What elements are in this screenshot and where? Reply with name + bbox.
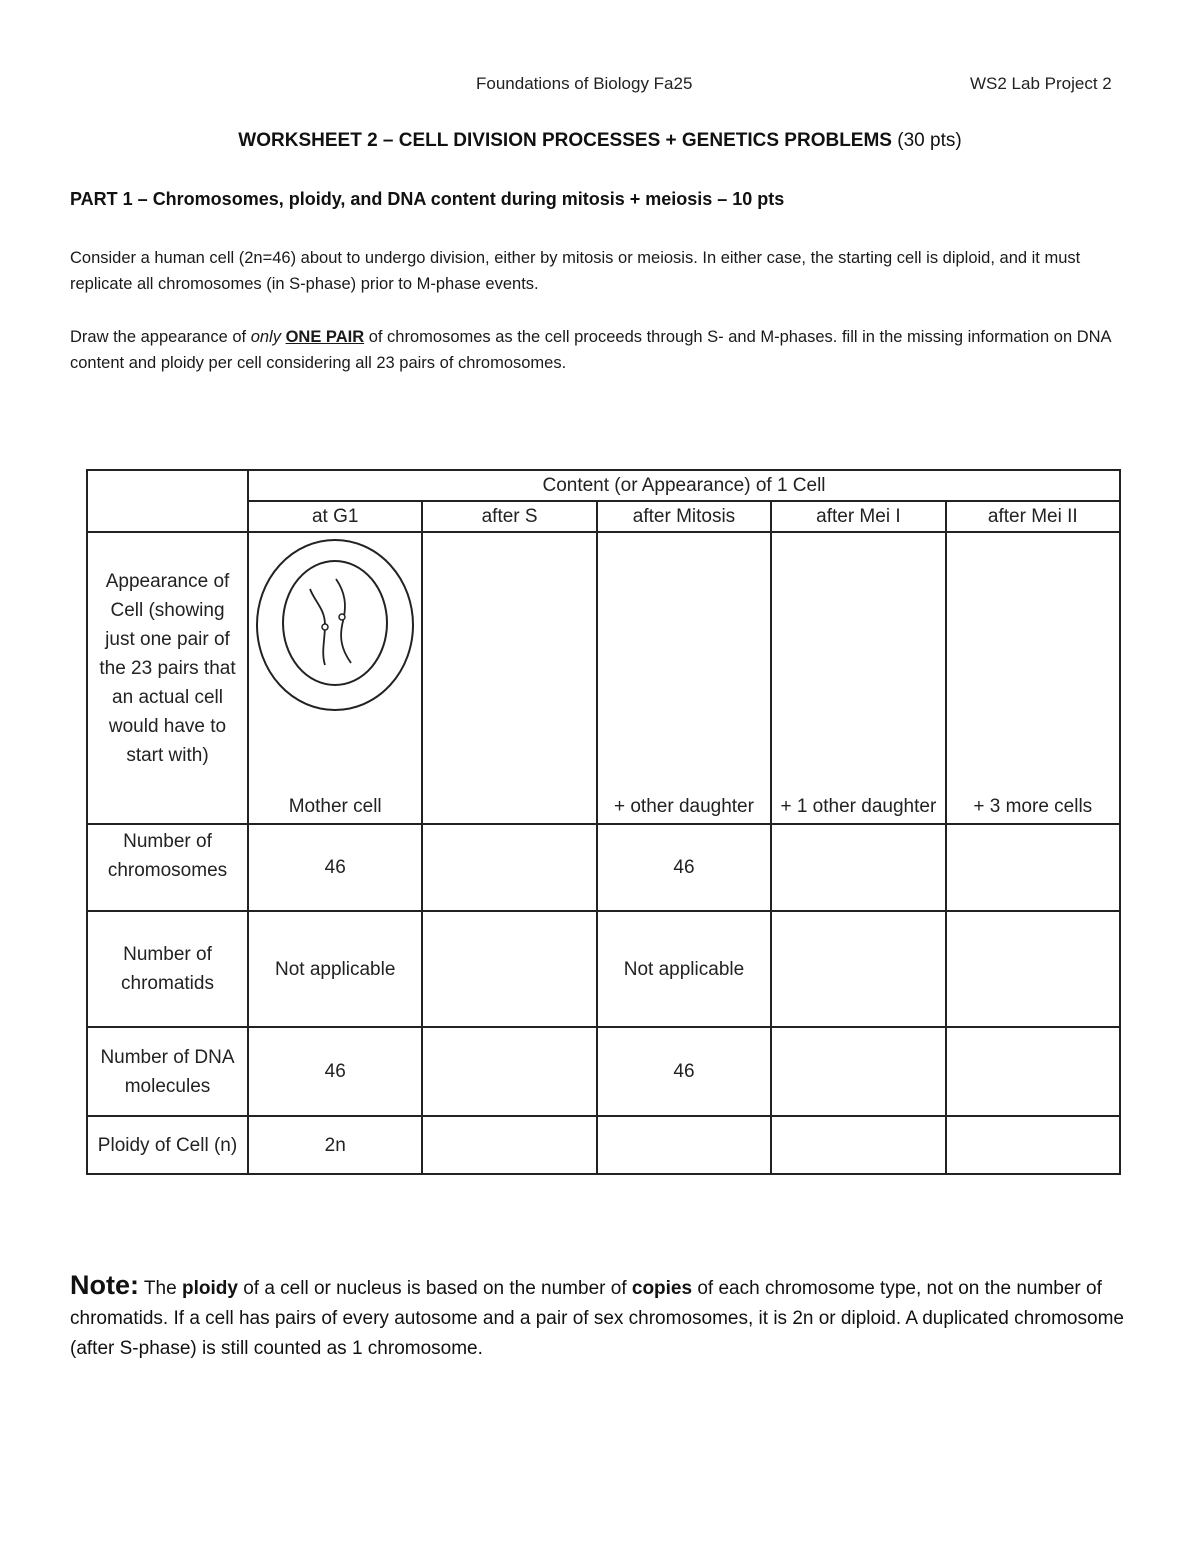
value-ploidy-g1: 2n <box>248 1116 422 1174</box>
row-label-dna-molecules: Number of DNA molecules <box>87 1027 248 1116</box>
title-points: (30 pts) <box>897 130 962 151</box>
caption-1-other-daughter: + 1 other daughter <box>780 796 937 817</box>
value-dna-after-mitosis: 46 <box>597 1027 771 1116</box>
appearance-g1 <box>248 532 422 824</box>
appearance-after-s[interactable] <box>422 532 596 824</box>
note-paragraph <box>70 1270 1140 1364</box>
title-main: WORKSHEET 2 – CELL DIVISION PROCESSES + GENETICS PROBLEMS <box>238 130 892 151</box>
appearance-row <box>87 532 1120 824</box>
p2-italic: only <box>250 328 281 346</box>
note-bold-ploidy: ploidy <box>181 1278 238 1299</box>
caption-mother-cell: Mother cell <box>288 796 382 817</box>
p2-before: Draw the appearance of <box>70 328 251 346</box>
value-chromosomes-g1: 46 <box>248 824 422 911</box>
value-dna-after-mei1[interactable] <box>771 1027 945 1116</box>
mother-cell-diagram-icon <box>255 537 415 713</box>
value-chromatids-after-mitosis: Not applicable <box>597 911 771 1027</box>
value-ploidy-after-mei2[interactable] <box>946 1116 1120 1174</box>
note-text-1: The <box>139 1278 182 1299</box>
header-project: WS2 Lab Project 2 <box>970 74 1112 93</box>
caption-other-daughter: + other daughter <box>613 796 754 817</box>
value-chromatids-after-mei2[interactable] <box>946 911 1120 1027</box>
row-label-chromatids: Number of chromatids <box>87 911 248 1027</box>
value-ploidy-after-mitosis[interactable] <box>597 1116 771 1174</box>
col-header-after-mei2: after Mei II <box>946 501 1120 532</box>
row-chromosomes <box>87 824 1120 911</box>
note-bold-copies: copies <box>631 1278 693 1299</box>
value-chromosomes-after-mei2[interactable] <box>946 824 1120 911</box>
worksheet-title <box>0 130 1200 152</box>
appearance-after-mitosis[interactable] <box>597 532 771 824</box>
intro-paragraph-2 <box>70 324 1140 376</box>
value-chromosomes-after-mei1[interactable] <box>771 824 945 911</box>
intro-paragraph-1: Consider a human cell (2n=46) about to undergo division, either by mitosis or meiosis. In either case, the starting cell is diploid, and it must replicate all chromosomes (in S-phase) prior to M-phase events. <box>70 249 1081 293</box>
value-chromatids-after-mei1[interactable] <box>771 911 945 1027</box>
col-header-after-mei1: after Mei I <box>771 501 945 532</box>
p2-bold-underlined: ONE PAIR <box>285 328 365 346</box>
value-dna-after-mei2[interactable] <box>946 1027 1120 1116</box>
col-header-g1: at G1 <box>248 501 422 532</box>
p2-after: of chromosomes as the cell proceeds through S- and M-phases. fill in the missing information on DNA content and ploidy per cell considering all 23 pairs of chromosomes. <box>70 328 1111 372</box>
row-label-chromosomes: Number of chromosomes <box>87 824 248 911</box>
value-chromosomes-after-mitosis: 46 <box>597 824 771 911</box>
row-label-ploidy: Ploidy of Cell (n) <box>87 1116 248 1174</box>
col-header-after-s: after S <box>422 501 596 532</box>
row-chromatids <box>87 911 1120 1027</box>
note-text-3: of each chromosome type, not on the number of chromatids. If a cell has pairs of every autosome and a pair of sex chromosomes, it is 2n or diploid. A duplicated chromosome (after S-phase) is still counted as 1 chromosome. <box>70 1278 1124 1359</box>
corner-cell <box>87 470 248 532</box>
row-ploidy <box>87 1116 1120 1174</box>
value-dna-after-s[interactable] <box>422 1027 596 1116</box>
value-ploidy-after-mei1[interactable] <box>771 1116 945 1174</box>
note-label: Note: <box>70 1270 139 1300</box>
note-text-2: of a cell or nucleus is based on the number of <box>237 1278 632 1299</box>
value-chromosomes-after-s[interactable] <box>422 824 596 911</box>
cell-division-table <box>86 469 1121 1175</box>
appearance-after-mei1[interactable] <box>771 532 945 824</box>
value-ploidy-after-s[interactable] <box>422 1116 596 1174</box>
table-header-row-1 <box>87 470 1120 501</box>
appearance-row-label: Appearance of Cell (showing just one pair of the 23 pairs that an actual cell would have to start with) <box>87 532 248 824</box>
part1-heading: PART 1 – Chromosomes, ploidy, and DNA content during mitosis + meiosis – 10 pts <box>70 189 785 209</box>
header-course: Foundations of Biology Fa25 <box>476 74 693 93</box>
value-dna-g1: 46 <box>248 1027 422 1116</box>
col-header-after-mitosis: after Mitosis <box>597 501 771 532</box>
row-dna-molecules <box>87 1027 1120 1116</box>
value-chromatids-g1: Not applicable <box>248 911 422 1027</box>
caption-3-more-cells: + 3 more cells <box>973 796 1093 817</box>
content-header: Content (or Appearance) of 1 Cell <box>248 470 1120 501</box>
value-chromatids-after-s[interactable] <box>422 911 596 1027</box>
appearance-after-mei2[interactable] <box>946 532 1120 824</box>
